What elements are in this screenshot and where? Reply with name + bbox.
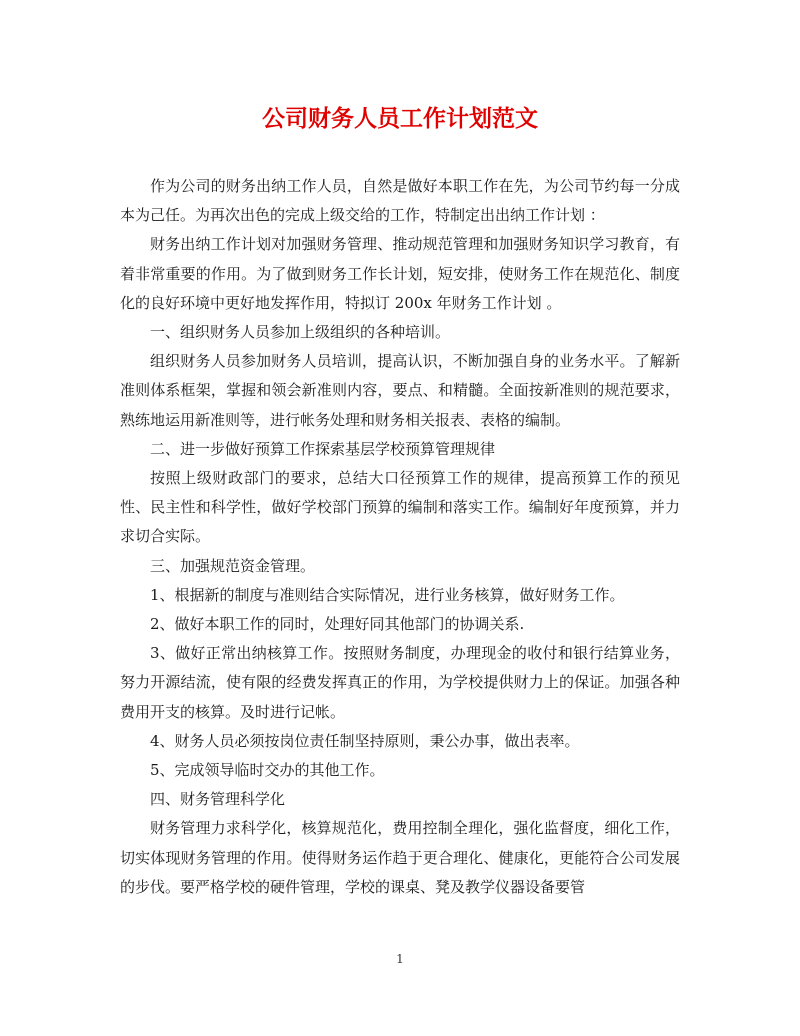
- section-heading-2: 二、进一步做好预算工作探索基层学校预算管理规律: [150, 439, 496, 458]
- paragraph-intro: 作为公司的财务出纳工作人员，自然是做好本职工作在先，为公司节约每一分成本为己任。为再次出色的完成上级交给的工作，特制定出出纳工作计划 ：: [120, 177, 680, 225]
- section-heading-1: 一、组织财务人员参加上级组织的各种培训。: [150, 323, 451, 342]
- paragraph-scientific-management: 财务管理力求科学化，核算规范化，费用控制全理化，强化监督度，细化工作，切实体现财务管理的作用。使得财务运作趋于更合理化、健康化，更能符合公司发展的步伐。要严格学校的硬件管理，学校的课桌、凳及教学仪器设备要管: [120, 819, 680, 896]
- paragraph-plan-purpose: 财务出纳工作计划对加强财务管理、推动规范管理和加强财务知识学习教育，有着非常重要的作用。为了做到财务工作长计划，短安排，使财务工作在规范化、制度化的良好环境中更好地发挥作用，特拟订 200x 年财务工作计划 。: [120, 235, 680, 312]
- list-item-3: 3、做好正常出纳核算工作。按照财务制度，办理现金的收付和银行结算业务，努力开源结流，使有限的经费发挥真正的作用，为学校提供财力上的保证。加强各种费用开支的核算。及时进行记帐。: [120, 644, 680, 721]
- list-item-1: 1、根据新的制度与准则结合实际情况，进行业务核算，做好财务工作。: [150, 585, 625, 604]
- page-number: 1: [396, 952, 404, 966]
- list-item-4: 4、财务人员必须按岗位责任制坚持原则，秉公办事，做出表率。: [150, 731, 580, 750]
- section-heading-3: 三、加强规范资金管理。: [150, 556, 316, 575]
- document-title: 公司财务人员工作计划范文: [262, 105, 538, 132]
- list-item-5: 5、完成领导临时交办的其他工作。: [150, 761, 385, 780]
- paragraph-training: 组织财务人员参加财务人员培训，提高认识，不断加强自身的业务水平。了解新准则体系框架，掌握和领会新准则内容，要点、和精髓。全面按新准则的规范要求，熟练地运用新准则等，进行帐务处理和财务相关报表、表格的编制。: [120, 352, 680, 429]
- section-heading-4: 四、财务管理科学化: [150, 790, 286, 809]
- paragraph-budget: 按照上级财政部门的要求，总结大口径预算工作的规律，提高预算工作的预见性、民主性和科学性，做好学校部门预算的编制和落实工作。编制好年度预算，并力求切合实际。: [120, 469, 680, 546]
- document-body: [120, 172, 680, 902]
- list-item-2: 2、做好本职工作的同时，处理好同其他部门的协调关系.: [150, 615, 525, 634]
